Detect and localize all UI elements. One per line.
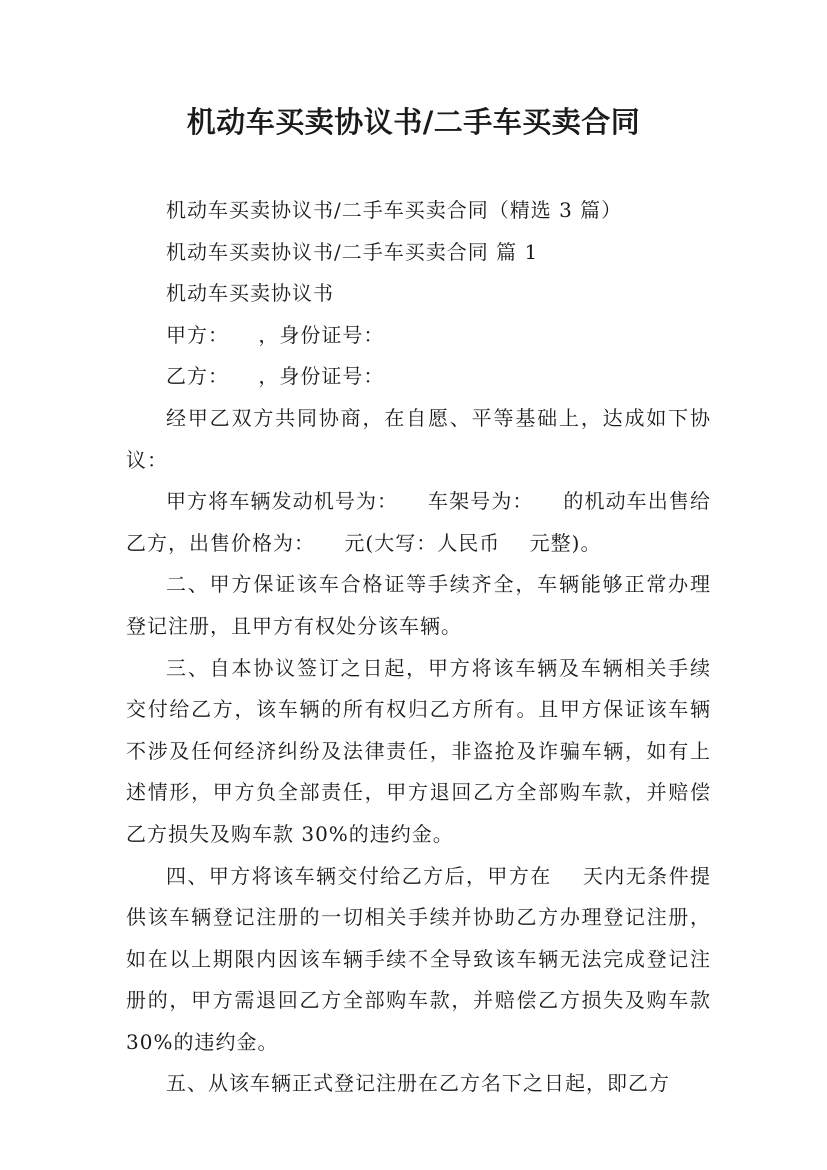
paragraph-preamble: 经甲乙双方共同协商，在自愿、平等基础上，达成如下协议： bbox=[126, 405, 711, 472]
paragraph-clause-5: 五、从该车辆正式登记注册在乙方名下之日起，即乙方 bbox=[166, 1071, 670, 1096]
paragraph-party-b: 乙方： ，身份证号： bbox=[166, 364, 385, 389]
document-body bbox=[126, 190, 719, 1105]
paragraph-heading-part: 机动车买卖协议书/二手车买卖合同 篇 1 bbox=[166, 239, 539, 264]
paragraph-clause-4: 四、甲方将该车辆交付给乙方后，甲方在 天内无条件提供该车辆登记注册的一切相关手续并协助乙方办理登记注册，如在以上期限内因该车辆手续不全导致该车辆无法完成登记注册的，甲方需退回乙方全部购车款，并赔偿乙方损失及购车款 30%的违约金。 bbox=[126, 863, 719, 1054]
document-title: 机动车买卖协议书/二手车买卖合同 bbox=[186, 105, 641, 139]
paragraph-clause-3: 三、自本协议签订之日起，甲方将该车辆及车辆相关手续交付给乙方，该车辆的所有权归乙方所有。且甲方保证该车辆不涉及任何经济纠纷及法律责任，非盗抢及诈骗车辆，如有上述情形，甲方负全部责任，甲方退回乙方全部购车款，并赔偿乙方损失及购车款 30%的违约金。 bbox=[126, 655, 711, 846]
paragraph-clause-2: 二、甲方保证该车合格证等手续齐全，车辆能够正常办理登记注册，且甲方有权处分该车辆。 bbox=[126, 572, 711, 638]
paragraph-party-a: 甲方： ，身份证号： bbox=[166, 322, 385, 347]
paragraph-clause-1: 甲方将车辆发动机号为： 车架号为： 的机动车出售给乙方，出售价格为： 元(大写：人民币 元整)。 bbox=[126, 489, 711, 555]
paragraph-heading-collection: 机动车买卖协议书/二手车买卖合同（精选 3 篇） bbox=[166, 198, 623, 222]
paragraph-heading-agreement: 机动车买卖协议书 bbox=[166, 281, 334, 306]
